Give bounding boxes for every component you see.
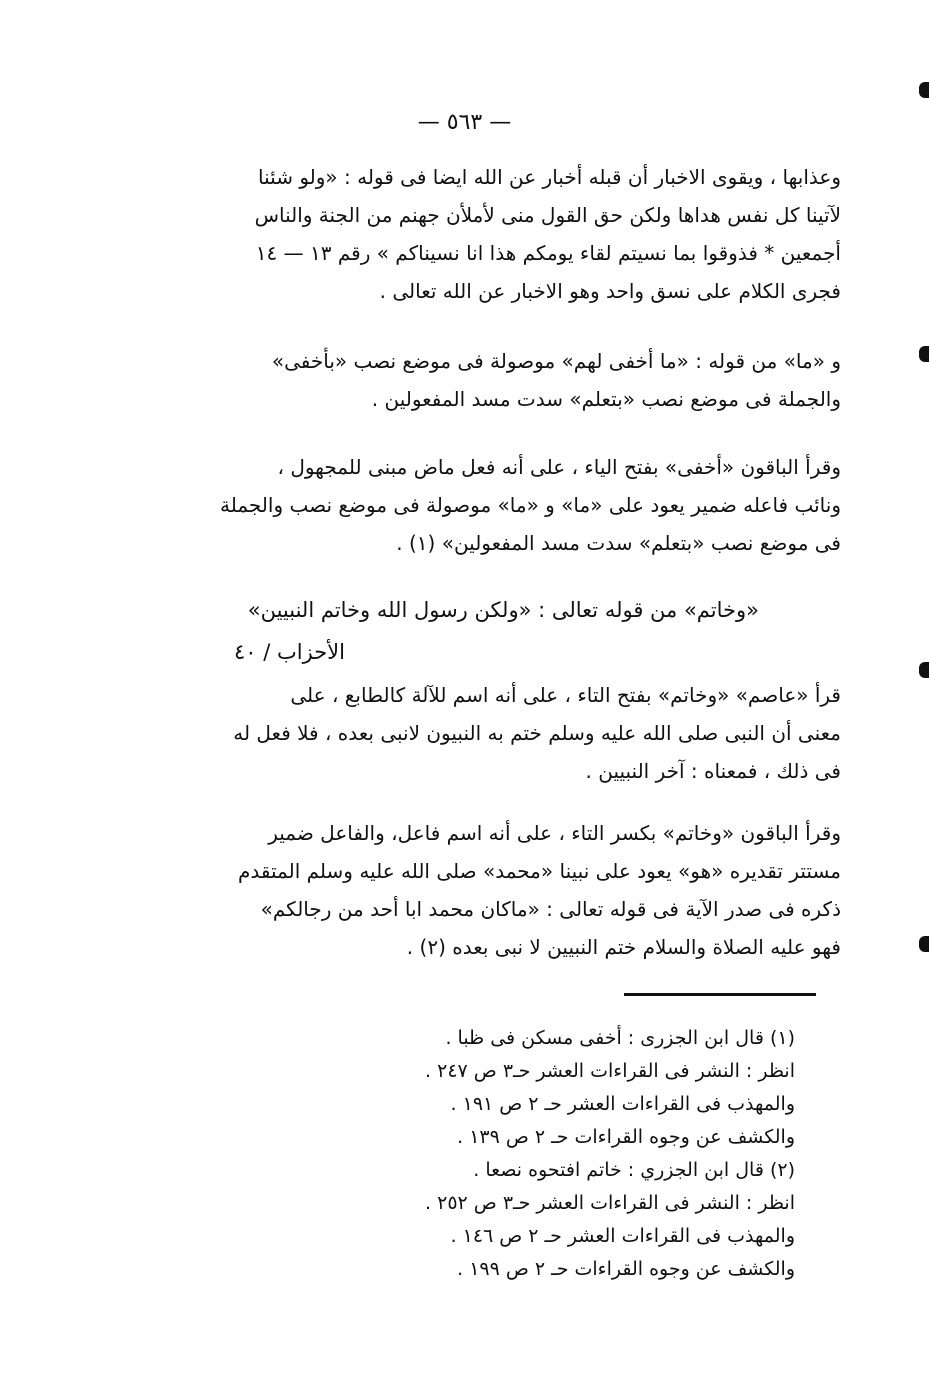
text-line: ذكره فى صدر الآية فى قوله تعالى : «ماكان محمد ابا أحد من رجالكم» — [260, 897, 841, 921]
paragraph-2 — [140, 342, 841, 418]
footnote-line: والمهذب فى القراءات العشر حـ ٢ ص ١٤٦ . — [450, 1225, 795, 1247]
text-line: ونائب فاعله ضمير يعود على «ما» و «ما» موصولة فى موضع نصب والجملة — [219, 493, 841, 517]
text-line: مستتر تقديره «هو» يعود على نبينا «محمد» صلى الله عليه وسلم المتقدم — [238, 859, 841, 883]
margin-binding-mark — [919, 346, 929, 362]
paragraph-3 — [140, 448, 841, 562]
text-line: لآتينا كل نفس هداها ولكن حق القول منى لأملأن جهنم من الجنة والناس — [254, 203, 841, 227]
text-line: فهو عليه الصلاة والسلام ختم النبيين لا نبى بعده (٢) . — [406, 935, 841, 959]
text-line: فى ذلك ، فمعناه : آخر النبيين . — [585, 759, 841, 783]
text-line: قرأ «عاصم» «وخاتم» بفتح التاء ، على أنه اسم للآلة كالطابع ، على — [290, 683, 841, 707]
text-line: معنى أن النبى صلى الله عليه وسلم ختم به النبيون لانبى بعده ، فلا فعل له — [233, 721, 841, 745]
footnotes — [425, 1022, 795, 1286]
footnote-line: انظر : النشر فى القراءات العشر حـ٣ ص ٢٥٢ . — [425, 1192, 795, 1214]
footnote-separator — [624, 993, 816, 996]
margin-binding-mark — [919, 82, 929, 98]
margin-binding-mark — [919, 936, 929, 952]
text-line: فجرى الكلام على نسق واحد وهو الاخبار عن الله تعالى . — [379, 279, 841, 303]
paragraph-4 — [140, 676, 841, 790]
footnote-line: والكشف عن وجوه القراءات حـ ٢ ص ١٩٩ . — [457, 1258, 795, 1280]
paragraph-5 — [140, 814, 841, 966]
verse-reference: الأحزاب / ٤٠ — [234, 640, 345, 664]
paragraph-1 — [140, 158, 841, 310]
page-number: — ٥٦٣ — — [417, 110, 512, 135]
text-line: وعذابها ، ويقوى الاخبار أن قبله أخبار عن الله ايضا فى قوله : «ولو شئنا — [258, 165, 841, 189]
text-line: فى موضع نصب «بتعلم» سدت مسد المفعولين» (١) . — [396, 531, 841, 555]
footnote-line: (٢) قال ابن الجزري : خاتم افتحوه نصعا . — [473, 1159, 795, 1181]
footnote-line: (١) قال ابن الجزرى : أخفى مسكن فى ظبا . — [445, 1027, 795, 1049]
text-line: وقرأ الباقون «أخفى» بفتح الياء ، على أنه فعل ماض مبنى للمجهول ، — [277, 455, 841, 479]
margin-binding-mark — [919, 662, 929, 678]
text-line: وقرأ الباقون «وخاتم» بكسر التاء ، على أنه اسم فاعل، والفاعل ضمير — [268, 821, 841, 845]
footnote-line: والمهذب فى القراءات العشر حـ ٢ ص ١٩١ . — [450, 1093, 795, 1115]
quranic-verse: «وخاتم» من قوله تعالى : «ولكن رسول الله وخاتم النبيين» — [247, 598, 759, 622]
footnote-line: انظر : النشر فى القراءات العشر حـ٣ ص ٢٤٧ . — [425, 1060, 795, 1082]
text-line: و «ما» من قوله : «ما أخفى لهم» موصولة فى موضع نصب «بأخفى» — [271, 349, 841, 373]
text-line: أجمعين * فذوقوا بما نسيتم لقاء يومكم هذا انا نسيناكم » رقم ١٣ — ١٤ — [255, 241, 841, 265]
footnote-line: والكشف عن وجوه القراءات حـ ٢ ص ١٣٩ . — [457, 1126, 795, 1148]
text-line: والجملة فى موضع نصب «بتعلم» سدت مسد المفعولين . — [371, 387, 841, 411]
